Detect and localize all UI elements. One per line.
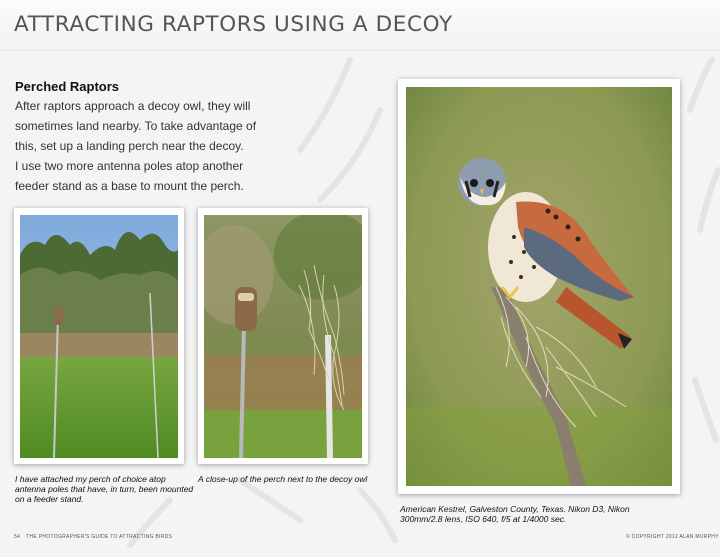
body-line: this, set up a landing perch near the decoy. — [15, 139, 244, 153]
body-line: After raptors approach a decoy owl, they will — [15, 99, 251, 113]
kestrel-photo — [398, 79, 680, 494]
body-line: sometimes land nearby. To take advantage of — [15, 119, 257, 133]
page-footer-left — [14, 534, 172, 540]
copyright-notice: © COPYRIGHT 2012 ALAN MURPHY — [626, 534, 719, 540]
caption-line: antenna poles that have, in turn, been mounted — [15, 484, 194, 494]
body-line: feeder stand as a base to mount the perch. — [15, 179, 244, 193]
kestrel-image — [406, 87, 672, 486]
page-header — [0, 0, 720, 51]
caption-line: I have attached my perch of choice atop — [15, 474, 166, 484]
perch-closeup-photo — [198, 208, 368, 464]
body-line: I use two more antenna poles atop another — [15, 159, 244, 173]
body-paragraph — [15, 96, 255, 196]
page-number: 54 — [14, 534, 21, 540]
caption-line: A close-up of the perch next to the decoy owl — [198, 474, 368, 484]
caption-line: 300mm/2.8 lens, ISO 640, f/5 at 1/4000 sec. — [400, 514, 567, 524]
kestrel-photo-caption — [400, 504, 630, 524]
field-perch-photo — [14, 208, 184, 464]
closeup-scene-image — [204, 215, 362, 458]
field-scene-image — [20, 215, 178, 458]
page-title: ATTRACTING RAPTORS USING A DECOY — [14, 12, 453, 37]
field-photo-caption — [15, 474, 193, 504]
book-title: THE PHOTOGRAPHER'S GUIDE TO ATTRACTING BIRDS — [26, 534, 173, 540]
caption-line: on a feeder stand. — [15, 494, 84, 504]
section-heading: Perched Raptors — [15, 79, 120, 94]
caption-line: American Kestrel, Galveston County, Texas. Nikon D3, Nikon — [400, 504, 630, 514]
closeup-photo-caption — [198, 474, 367, 484]
